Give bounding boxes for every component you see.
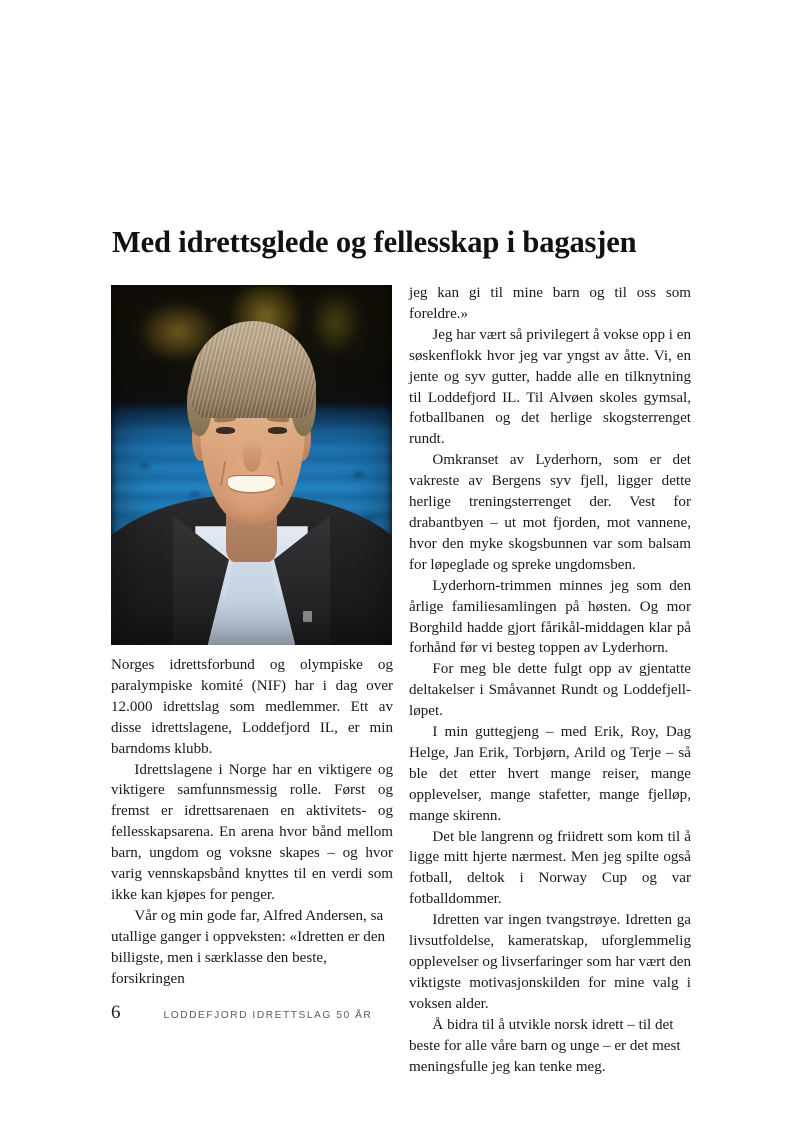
running-head: LODDEFJORD IDRETTSLAG 50 ÅR xyxy=(163,1010,373,1021)
paragraph: Idrettslagene i Norge har en viktigere og viktigere samfunnsmessig rolle. Først og fremst er idrettsarenaen en aktivitets- og fellesskapsarena. En arena hvor bånd mellom barn, ungdom og voksne skapes – og hvor varig vennskapsbånd knyttes til en verdi som ikke kan kjøpes for penger. xyxy=(111,761,393,903)
page-footer xyxy=(111,1002,372,1024)
paragraph: Vår og min gode far, Alfred Andersen, sa utallige ganger i oppveksten: «Idretten er den billigste, men i særklasse den beste, forsikringen xyxy=(111,907,386,987)
article-photo xyxy=(111,285,392,645)
paragraph: Omkranset av Lyderhorn, som er det vakreste av Bergens syv fjell, ligger dette herlige treningsterrenget der. Vest for drabantbyen – ut mot fjorden, mot vannene, hvor den myke skogsbunnen var som balsam for løpeglade og spreke ungdomsben. xyxy=(409,452,691,573)
page-title: Med idrettsglede og fellesskap i bagasjen xyxy=(112,225,637,260)
body-column-left xyxy=(111,655,393,990)
paragraph: Norges idrettsforbund og olympiske og paralympiske komité (NIF) har i dag over 12.000 idrettslag som medlemmer. Ett av disse idrettslagene, Loddefjord IL, er min barndoms klubb. xyxy=(111,657,393,757)
page-number: 6 xyxy=(111,1002,121,1023)
body-column-right xyxy=(409,283,691,1077)
subject-eye-left xyxy=(216,427,234,433)
paragraph: Det ble langrenn og friidrett som kom til å ligge mitt hjerte nærmest. Men jeg spilte også fotball, deltok i Norway Cup og var fotballdommer. xyxy=(409,828,691,908)
subject-eye-right xyxy=(268,427,286,433)
subject-lapel-pin xyxy=(303,611,312,622)
paragraph: Å bidra til å utvikle norsk idrett – til det beste for alle våre barn og unge – er det mest meningsfulle jeg kan tenke meg. xyxy=(409,1016,681,1075)
paragraph: Lyderhorn-trimmen minnes jeg som den årlige familiesamlingen på høsten. Og mor Borghild hadde gjort fårikål-middagen klar på forhånd før vi besteg toppen av Lyderhorn. xyxy=(409,577,691,657)
paragraph: Jeg har vært så privilegert å vokse opp i en søskenflokk hvor jeg var yngst av åtte. Vi, en jente og syv gutter, hadde alle en tilknytning til Loddefjord IL. Til Alvøen skoles gymsal, fotballbanen og det herlige skogsterrenget rundt. xyxy=(409,326,692,448)
paragraph: For meg ble dette fulgt opp av gjentatte deltakelser i Småvannet Rundt og Loddefjell-løpet. xyxy=(409,661,691,720)
photo-subject-person xyxy=(111,285,392,645)
paragraph: I min guttegjeng – med Erik, Roy, Dag Helge, Jan Erik, Torbjørn, Arild og Terje – så ble det etter hvert mange reiser, mange opplevelser, mange stafetter, mange fjelløp, mange skirenn. xyxy=(409,724,691,824)
photo-image xyxy=(111,285,392,645)
paragraph: jeg kan gi til mine barn og til oss som foreldre.» xyxy=(409,285,691,322)
paragraph: Idretten var ingen tvangstrøye. Idretten ga livsutfoldelse, kameratskap, uforglemmelig opplevelser og livserfaringer som har vært den viktigste motivasjonskilden for mine valg i voksen alder. xyxy=(409,912,691,1012)
subject-hair xyxy=(190,321,316,418)
